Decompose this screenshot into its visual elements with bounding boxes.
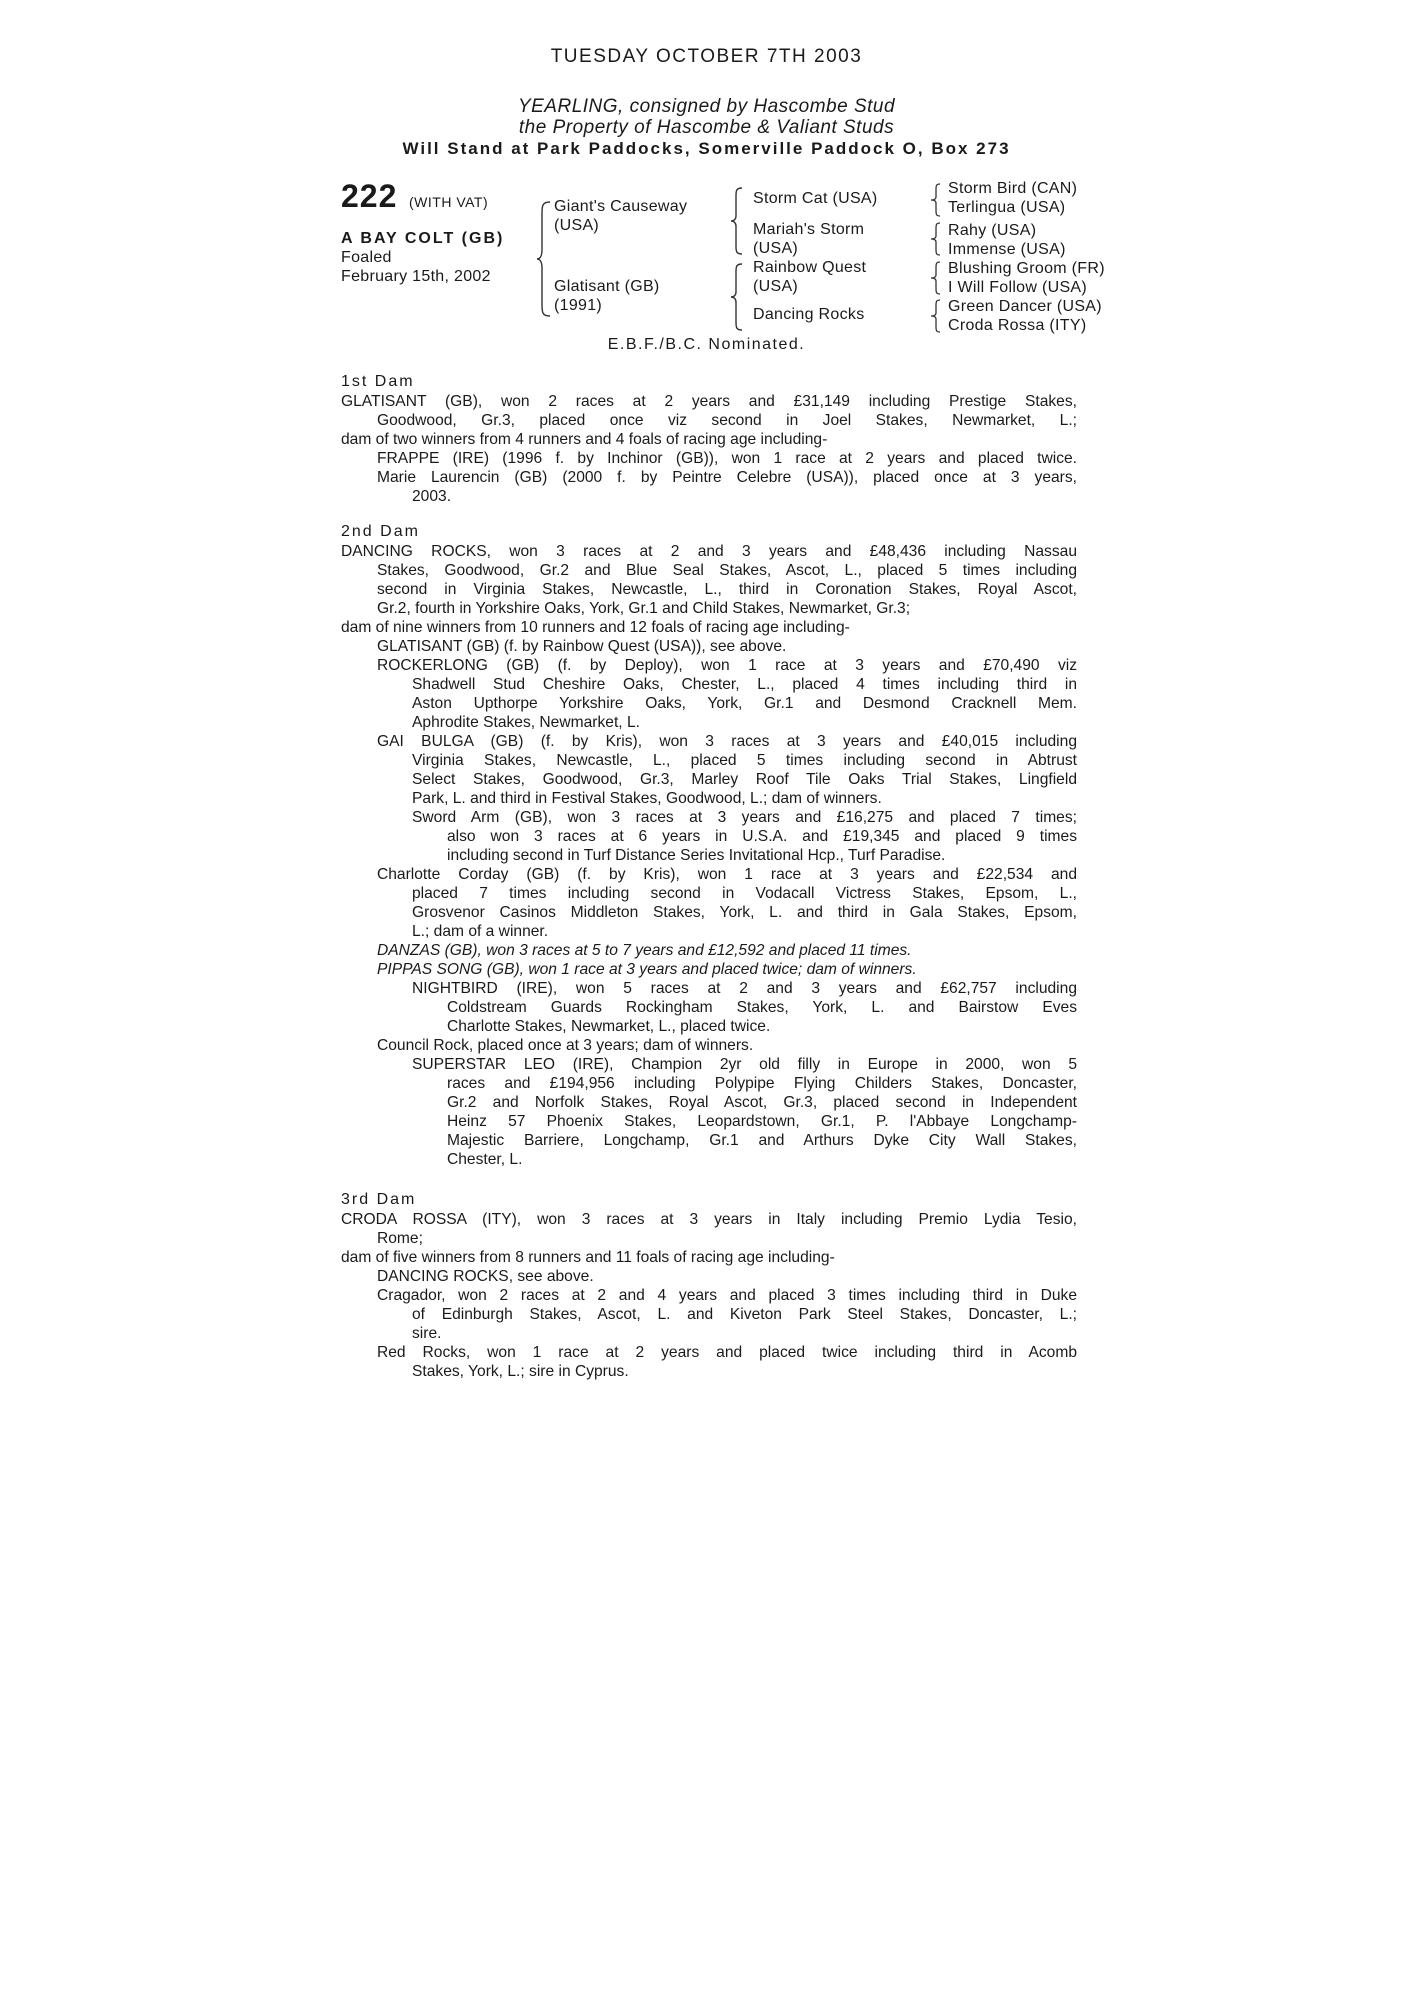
second-dam-line: Coldstream Guards Rockingham Stakes, York, L. and Bairstow Eves	[447, 999, 1077, 1016]
sale-date: TUESDAY OCTOBER 7TH 2003	[550, 46, 863, 67]
consignor-line: YEARLING, consigned by Hascombe Stud	[517, 96, 896, 117]
dam-name: Glatisant (GB)	[554, 278, 660, 295]
first-dam-line: GLATISANT (GB), won 2 races at 2 years and £31,149 including Prestige Stakes,	[341, 393, 1077, 410]
foaled-date: February 15th, 2002	[341, 268, 491, 285]
second-dam-line: Stakes, Goodwood, Gr.2 and Blue Seal Stakes, Ascot, L., placed 5 times including	[377, 562, 1077, 579]
first-dam-heading: 1st Dam	[341, 373, 415, 390]
second-dam-line: Council Rock, placed once at 3 years; dam of winners.	[377, 1037, 754, 1054]
second-dam-line: Gr.2 and Norfolk Stakes, Royal Ascot, Gr.3, placed second in Independent	[447, 1094, 1077, 1111]
third-dam-line: Red Rocks, won 1 race at 2 years and placed twice including third in Acomb	[377, 1344, 1077, 1361]
dd-brace-icon	[930, 298, 942, 334]
sdd: Immense (USA)	[948, 241, 1066, 258]
property-line: the Property of Hascombe & Valiant Studs	[518, 117, 895, 138]
first-dam-line: Goodwood, Gr.3, placed once viz second in Joel Stakes, Newmarket, L.;	[377, 412, 1077, 429]
second-dam-line: Virginia Stakes, Newcastle, L., placed 5 times including second in Abtrust	[412, 752, 1077, 769]
sire-origin: (USA)	[554, 217, 600, 234]
second-dam-line: L.; dam of a winner.	[412, 923, 549, 940]
second-dam-line: PIPPAS SONG (GB), won 1 race at 3 years and placed twice; dam of winners.	[377, 961, 917, 978]
third-dam-line: Rome;	[377, 1230, 423, 1247]
second-dam-line: DANCING ROCKS, won 3 races at 2 and 3 years and £48,436 including Nassau	[341, 543, 1077, 560]
sire-sire: Storm Cat (USA)	[753, 190, 878, 207]
first-dam-line: 2003.	[412, 488, 452, 505]
first-dam-line: FRAPPE (IRE) (1996 f. by Inchinor (GB)), won 1 race at 2 years and placed twice.	[377, 450, 1077, 467]
nomination-note: E.B.F./B.C. Nominated.	[607, 336, 806, 353]
second-dam-line: second in Virginia Stakes, Newcastle, L., third in Coronation Stakes, Royal Ascot,	[377, 581, 1077, 598]
sire-dam-brace-icon	[536, 200, 552, 318]
second-dam-line: Charlotte Stakes, Newmarket, L., placed twice.	[447, 1018, 771, 1035]
third-dam-line: dam of five winners from 8 runners and 11 foals of racing age including-	[341, 1249, 835, 1266]
second-dam-line: ROCKERLONG (GB) (f. by Deploy), won 1 race at 3 years and £70,490 viz	[377, 657, 1077, 674]
second-dam-line: Grosvenor Casinos Middleton Stakes, York, L. and third in Gala Stakes, Epsom,	[412, 904, 1077, 921]
sire-dam-name: Mariah's Storm	[753, 221, 865, 238]
second-dam-line: Aphrodite Stakes, Newmarket, L.	[412, 714, 640, 731]
second-dam-line: GLATISANT (GB) (f. by Rainbow Quest (USA)), see above.	[377, 638, 787, 655]
dam-sire-origin: (USA)	[753, 278, 799, 295]
sire-brace-icon	[730, 186, 744, 256]
vat-note: (WITH VAT)	[409, 194, 489, 210]
first-dam-line: Marie Laurencin (GB) (2000 f. by Peintre Celebre (USA)), placed once at 3 years,	[377, 469, 1077, 486]
third-dam-heading: 3rd Dam	[341, 1191, 417, 1208]
second-dam-line: dam of nine winners from 10 runners and 12 foals of racing age including-	[341, 619, 850, 636]
second-dam-line: Sword Arm (GB), won 3 races at 3 years and £16,275 and placed 7 times;	[412, 809, 1077, 826]
stand-location: Will Stand at Park Paddocks, Somerville Paddock O, Box 273	[402, 139, 1011, 158]
third-dam-line: CRODA ROSSA (ITY), won 3 races at 3 years in Italy including Premio Lydia Tesio,	[341, 1211, 1077, 1228]
foaled-label: Foaled	[341, 249, 392, 266]
third-dam-line: of Edinburgh Stakes, Ascot, L. and Kiveton Park Steel Stakes, Doncaster, L.;	[412, 1306, 1077, 1323]
dam-brace-icon	[730, 262, 744, 332]
second-dam-line: including second in Turf Distance Series Invitational Hcp., Turf Paradise.	[447, 847, 946, 864]
dam-dam: Dancing Rocks	[753, 306, 865, 323]
dds: Green Dancer (USA)	[948, 298, 1102, 315]
third-dam-line: Cragador, won 2 races at 2 and 4 years and placed 3 times including third in Duke	[377, 1287, 1077, 1304]
lot-number: 222	[341, 178, 398, 214]
second-dam-line: Majestic Barriere, Longchamp, Gr.1 and Arthurs Dyke City Wall Stakes,	[447, 1132, 1077, 1149]
second-dam-line: placed 7 times including second in Vodacall Victress Stakes, Epsom, L.,	[412, 885, 1077, 902]
second-dam-line: Gr.2, fourth in Yorkshire Oaks, York, Gr.1 and Child Stakes, Newmarket, Gr.3;	[377, 600, 911, 617]
dss: Blushing Groom (FR)	[948, 260, 1105, 277]
second-dam-line: GAI BULGA (GB) (f. by Kris), won 3 races at 3 years and £40,015 including	[377, 733, 1077, 750]
second-dam-line: Shadwell Stud Cheshire Oaks, Chester, L., placed 4 times including third in	[412, 676, 1077, 693]
second-dam-line: SUPERSTAR LEO (IRE), Champion 2yr old filly in Europe in 2000, won 5	[412, 1056, 1077, 1073]
ss-brace-icon	[930, 182, 942, 218]
second-dam-line: Park, L. and third in Festival Stakes, Goodwood, L.; dam of winners.	[412, 790, 882, 807]
third-dam-line: Stakes, York, L.; sire in Cyprus.	[412, 1363, 629, 1380]
third-dam-line: sire.	[412, 1325, 442, 1342]
second-dam-line: DANZAS (GB), won 3 races at 5 to 7 years and £12,592 and placed 11 times.	[377, 942, 912, 959]
second-dam-line: races and £194,956 including Polypipe Flying Childers Stakes, Doncaster,	[447, 1075, 1077, 1092]
sss: Storm Bird (CAN)	[948, 180, 1078, 197]
second-dam-line: NIGHTBIRD (IRE), won 5 races at 2 and 3 years and £62,757 including	[412, 980, 1077, 997]
second-dam-line: also won 3 races at 6 years in U.S.A. and £19,345 and placed 9 times	[447, 828, 1077, 845]
second-dam-line: Heinz 57 Phoenix Stakes, Leopardstown, Gr.1, P. l'Abbaye Longchamp-	[447, 1113, 1077, 1130]
second-dam-text	[341, 542, 1077, 1169]
sire-name: Giant's Causeway	[554, 198, 688, 215]
dam-sire-name: Rainbow Quest	[753, 259, 867, 276]
second-dam-line: Charlotte Corday (GB) (f. by Kris), won 1 race at 3 years and £22,534 and	[377, 866, 1077, 883]
second-dam-line: Chester, L.	[447, 1151, 523, 1168]
sds: Rahy (USA)	[948, 222, 1037, 239]
ddd: Croda Rossa (ITY)	[948, 317, 1087, 334]
dam-year: (1991)	[554, 297, 603, 314]
first-dam-text	[341, 392, 1077, 506]
second-dam-line: Aston Upthorpe Yorkshire Oaks, York, Gr.1 and Desmond Cracknell Mem.	[412, 695, 1077, 712]
ds-brace-icon	[930, 260, 942, 296]
lot-description: A BAY COLT (GB)	[341, 230, 505, 247]
third-dam-line: DANCING ROCKS, see above.	[377, 1268, 594, 1285]
dsd: I Will Follow (USA)	[948, 279, 1088, 296]
ssd: Terlingua (USA)	[948, 199, 1066, 216]
sd-brace-icon	[930, 221, 942, 257]
sire-dam-origin: (USA)	[753, 240, 799, 257]
third-dam-text	[341, 1210, 1077, 1381]
first-dam-line: dam of two winners from 4 runners and 4 foals of racing age including-	[341, 431, 828, 448]
second-dam-heading: 2nd Dam	[341, 523, 420, 540]
second-dam-line: Select Stakes, Goodwood, Gr.3, Marley Roof Tile Oaks Trial Stakes, Lingfield	[412, 771, 1077, 788]
